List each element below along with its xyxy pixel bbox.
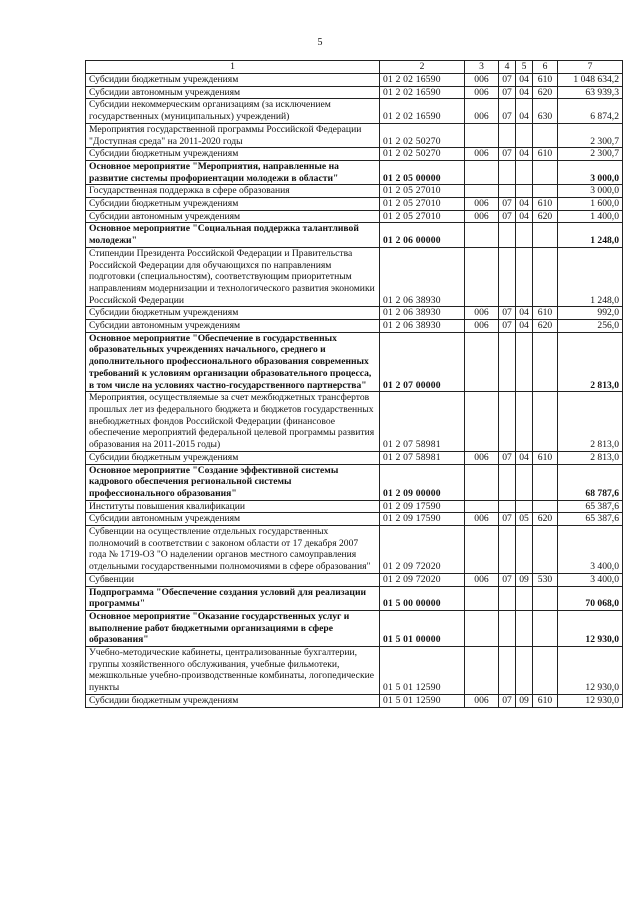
row-name: Институты повышения квалификации (86, 500, 380, 513)
table-row (86, 586, 623, 610)
row-name: Субвенции на осуществление отдельных государственных полномочий в соответствии с законом области от 17 декабря 2007 года № 1719-ОЗ "О наделении органов местного самоуправления отдельными государственными полномочиями в сфере образования" (86, 526, 380, 574)
row-ministry-code (465, 500, 499, 513)
row-code: 01 2 05 27010 (380, 185, 465, 198)
row-expense-type (533, 332, 558, 392)
row-ministry-code (465, 647, 499, 695)
table-row (86, 573, 623, 586)
header-col-2: 2 (380, 61, 465, 74)
row-amount: 1 248,0 (558, 223, 623, 247)
row-expense-type: 620 (533, 513, 558, 526)
table-row (86, 526, 623, 574)
table-row (86, 247, 623, 307)
row-section-code (499, 526, 516, 574)
table-row (86, 392, 623, 452)
row-code: 01 2 02 16590 (380, 86, 465, 99)
row-name: Основное мероприятие "Обеспечение в государственных образовательных учреждениях начального, среднего и дополнительного профессионального образования современных требований к условиям организации образовательного процесса, в том числе на условиях частно-государственного партнерства" (86, 332, 380, 392)
header-col-7: 7 (558, 61, 623, 74)
row-expense-type (533, 223, 558, 247)
table-row (86, 198, 623, 211)
row-name: Субсидии автономным учреждениям (86, 320, 380, 333)
row-ministry-code: 006 (465, 694, 499, 707)
table-row (86, 148, 623, 161)
row-ministry-code: 006 (465, 74, 499, 87)
row-section-code: 07 (499, 148, 516, 161)
table-row (86, 99, 623, 123)
row-ministry-code (465, 392, 499, 452)
row-amount: 1 248,0 (558, 247, 623, 307)
row-amount: 70 068,0 (558, 586, 623, 610)
row-name: Субсидии бюджетным учреждениям (86, 451, 380, 464)
row-name: Основное мероприятие "Мероприятия, направленные на развитие системы профориентации молодежи в области" (86, 160, 380, 184)
row-ministry-code (465, 223, 499, 247)
row-amount: 3 000,0 (558, 160, 623, 184)
row-ministry-code (465, 332, 499, 392)
row-subsection-code (516, 464, 533, 500)
row-section-code (499, 500, 516, 513)
row-expense-type (533, 610, 558, 646)
table-row (86, 451, 623, 464)
row-code: 01 2 06 38930 (380, 307, 465, 320)
row-section-code: 07 (499, 86, 516, 99)
header-col-3: 3 (465, 61, 499, 74)
row-subsection-code: 09 (516, 694, 533, 707)
row-expense-type: 610 (533, 198, 558, 211)
header-col-5: 5 (516, 61, 533, 74)
row-amount: 3 000,0 (558, 185, 623, 198)
row-expense-type (533, 586, 558, 610)
row-expense-type (533, 500, 558, 513)
row-name: Субсидии бюджетным учреждениям (86, 694, 380, 707)
row-name: Учебно-методические кабинеты, централизованные бухгалтерии, группы хозяйственного обслуживания, учебные фильмотеки, межшкольные учебно-производственные комбинаты, логопедические пункты (86, 647, 380, 695)
row-amount: 68 787,6 (558, 464, 623, 500)
table-row (86, 332, 623, 392)
row-subsection-code (516, 223, 533, 247)
row-section-code: 07 (499, 451, 516, 464)
row-name: Субсидии бюджетным учреждениям (86, 148, 380, 161)
row-subsection-code: 04 (516, 307, 533, 320)
row-amount: 2 813,0 (558, 332, 623, 392)
row-code: 01 2 05 27010 (380, 198, 465, 211)
row-section-code: 07 (499, 307, 516, 320)
page-number: 5 (317, 37, 323, 48)
row-subsection-code: 04 (516, 86, 533, 99)
row-section-code (499, 185, 516, 198)
row-subsection-code (516, 123, 533, 147)
row-code: 01 2 02 16590 (380, 99, 465, 123)
row-subsection-code: 04 (516, 210, 533, 223)
row-code: 01 2 09 17590 (380, 500, 465, 513)
row-section-code (499, 160, 516, 184)
row-subsection-code: 05 (516, 513, 533, 526)
row-subsection-code: 04 (516, 451, 533, 464)
row-ministry-code (465, 123, 499, 147)
row-section-code (499, 247, 516, 307)
table-row (86, 210, 623, 223)
row-ministry-code: 006 (465, 451, 499, 464)
table-row (86, 123, 623, 147)
row-expense-type (533, 160, 558, 184)
table-row (86, 185, 623, 198)
row-section-code (499, 464, 516, 500)
row-expense-type: 630 (533, 99, 558, 123)
row-subsection-code: 04 (516, 74, 533, 87)
row-section-code (499, 332, 516, 392)
row-ministry-code: 006 (465, 148, 499, 161)
row-code: 01 5 01 12590 (380, 647, 465, 695)
row-section-code: 07 (499, 198, 516, 211)
row-code: 01 2 09 00000 (380, 464, 465, 500)
row-expense-type: 610 (533, 451, 558, 464)
table-row (86, 513, 623, 526)
row-subsection-code (516, 586, 533, 610)
row-subsection-code (516, 647, 533, 695)
row-amount: 65 387,6 (558, 500, 623, 513)
row-amount: 2 813,0 (558, 392, 623, 452)
row-name: Государственная поддержка в сфере образования (86, 185, 380, 198)
row-amount: 992,0 (558, 307, 623, 320)
row-ministry-code: 006 (465, 99, 499, 123)
row-expense-type: 610 (533, 74, 558, 87)
row-name: Основное мероприятие "Создание эффективной системы кадрового обеспечения региональной системы профессионального образования" (86, 464, 380, 500)
row-amount: 65 387,6 (558, 513, 623, 526)
row-subsection-code (516, 392, 533, 452)
row-name: Субсидии бюджетным учреждениям (86, 307, 380, 320)
row-name: Субсидии автономным учреждениям (86, 513, 380, 526)
row-amount: 1 600,0 (558, 198, 623, 211)
row-ministry-code: 006 (465, 320, 499, 333)
row-code: 01 2 09 72020 (380, 526, 465, 574)
row-code: 01 2 02 16590 (380, 74, 465, 87)
row-section-code: 07 (499, 513, 516, 526)
table-row (86, 694, 623, 707)
row-code: 01 2 07 58981 (380, 392, 465, 452)
row-expense-type: 610 (533, 694, 558, 707)
row-amount: 2 300,7 (558, 148, 623, 161)
row-amount: 3 400,0 (558, 526, 623, 574)
row-expense-type: 620 (533, 86, 558, 99)
row-section-code: 07 (499, 694, 516, 707)
row-amount: 2 813,0 (558, 451, 623, 464)
row-amount: 1 400,0 (558, 210, 623, 223)
row-section-code: 07 (499, 210, 516, 223)
table-row (86, 500, 623, 513)
row-subsection-code: 04 (516, 99, 533, 123)
row-expense-type (533, 392, 558, 452)
row-expense-type (533, 247, 558, 307)
row-code: 01 2 06 38930 (380, 247, 465, 307)
row-section-code (499, 123, 516, 147)
row-name: Субсидии бюджетным учреждениям (86, 198, 380, 211)
row-amount: 256,0 (558, 320, 623, 333)
row-name: Подпрограмма "Обеспечение создания условий для реализации программы" (86, 586, 380, 610)
row-code: 01 2 06 38930 (380, 320, 465, 333)
table-row (86, 307, 623, 320)
row-code: 01 2 09 72020 (380, 573, 465, 586)
row-section-code (499, 647, 516, 695)
row-ministry-code: 006 (465, 86, 499, 99)
row-subsection-code: 04 (516, 198, 533, 211)
row-code: 01 2 09 17590 (380, 513, 465, 526)
row-code: 01 5 01 12590 (380, 694, 465, 707)
row-code: 01 2 05 27010 (380, 210, 465, 223)
row-name: Основное мероприятие "Оказание государственных услуг и выполнение работ бюджетными организациями в сфере образования" (86, 610, 380, 646)
row-expense-type (533, 526, 558, 574)
row-name: Субвенции (86, 573, 380, 586)
row-name: Мероприятия, осуществляемые за счет межбюджетных трансфертов прошлых лет из федерального бюджета и бюджетов государственных внебюджетных фондов Российской Федерации (финансовое обеспечение мероприятий федеральной целевой программы развития образования на 2011-2015 годы) (86, 392, 380, 452)
row-amount: 12 930,0 (558, 694, 623, 707)
row-ministry-code: 006 (465, 573, 499, 586)
row-expense-type: 620 (533, 210, 558, 223)
table-row (86, 160, 623, 184)
row-name: Субсидии бюджетным учреждениям (86, 74, 380, 87)
row-ministry-code (465, 586, 499, 610)
row-code: 01 5 01 00000 (380, 610, 465, 646)
row-amount: 6 874,2 (558, 99, 623, 123)
table-row (86, 86, 623, 99)
row-expense-type: 610 (533, 307, 558, 320)
row-amount: 63 939,3 (558, 86, 623, 99)
row-code: 01 2 07 00000 (380, 332, 465, 392)
row-amount: 12 930,0 (558, 610, 623, 646)
row-ministry-code: 006 (465, 307, 499, 320)
row-amount: 12 930,0 (558, 647, 623, 695)
column-number-header (86, 61, 623, 74)
row-expense-type (533, 123, 558, 147)
row-name: Мероприятия государственной программы Российской Федерации "Доступная среда" на 2011-2020 годы (86, 123, 380, 147)
row-subsection-code: 04 (516, 148, 533, 161)
row-subsection-code (516, 500, 533, 513)
row-expense-type (533, 185, 558, 198)
row-name: Субсидии автономным учреждениям (86, 210, 380, 223)
row-name: Субсидии автономным учреждениям (86, 86, 380, 99)
row-expense-type (533, 647, 558, 695)
table-row (86, 464, 623, 500)
table-row (86, 74, 623, 87)
row-ministry-code (465, 160, 499, 184)
row-section-code: 07 (499, 573, 516, 586)
row-code: 01 2 07 58981 (380, 451, 465, 464)
row-section-code (499, 586, 516, 610)
row-expense-type: 620 (533, 320, 558, 333)
row-subsection-code: 09 (516, 573, 533, 586)
row-code: 01 2 02 50270 (380, 148, 465, 161)
row-section-code: 07 (499, 320, 516, 333)
row-section-code (499, 610, 516, 646)
row-name: Субсидии некоммерческим организациям (за исключением государственных (муниципальных) учреждений) (86, 99, 380, 123)
row-name: Стипендии Президента Российской Федерации и Правительства Российской Федерации для обучающихся по направлениям подготовки (специальностям), соответствующим приоритетным направлениям модернизации и технологического развития экономики Российской Федерации (86, 247, 380, 307)
row-section-code: 07 (499, 74, 516, 87)
row-ministry-code: 006 (465, 210, 499, 223)
table-row (86, 223, 623, 247)
header-col-1: 1 (86, 61, 380, 74)
row-name: Основное мероприятие "Социальная поддержка талантливой молодежи" (86, 223, 380, 247)
row-code: 01 2 05 00000 (380, 160, 465, 184)
row-amount: 3 400,0 (558, 573, 623, 586)
row-section-code: 07 (499, 99, 516, 123)
row-expense-type: 610 (533, 148, 558, 161)
row-amount: 1 048 634,2 (558, 74, 623, 87)
budget-table (85, 60, 623, 708)
row-subsection-code (516, 247, 533, 307)
row-ministry-code: 006 (465, 198, 499, 211)
row-ministry-code (465, 610, 499, 646)
row-code: 01 2 06 00000 (380, 223, 465, 247)
row-subsection-code (516, 610, 533, 646)
row-code: 01 5 00 00000 (380, 586, 465, 610)
row-ministry-code (465, 247, 499, 307)
row-section-code (499, 223, 516, 247)
row-ministry-code (465, 464, 499, 500)
row-subsection-code (516, 526, 533, 574)
row-subsection-code (516, 160, 533, 184)
row-ministry-code (465, 185, 499, 198)
row-section-code (499, 392, 516, 452)
row-code: 01 2 02 50270 (380, 123, 465, 147)
row-expense-type: 530 (533, 573, 558, 586)
table-row (86, 320, 623, 333)
header-col-6: 6 (533, 61, 558, 74)
row-subsection-code (516, 185, 533, 198)
row-subsection-code (516, 332, 533, 392)
row-subsection-code: 04 (516, 320, 533, 333)
row-ministry-code (465, 526, 499, 574)
header-col-4: 4 (499, 61, 516, 74)
table-body (86, 74, 623, 708)
row-expense-type (533, 464, 558, 500)
row-ministry-code: 006 (465, 513, 499, 526)
table-row (86, 647, 623, 695)
row-amount: 2 300,7 (558, 123, 623, 147)
table-row (86, 610, 623, 646)
